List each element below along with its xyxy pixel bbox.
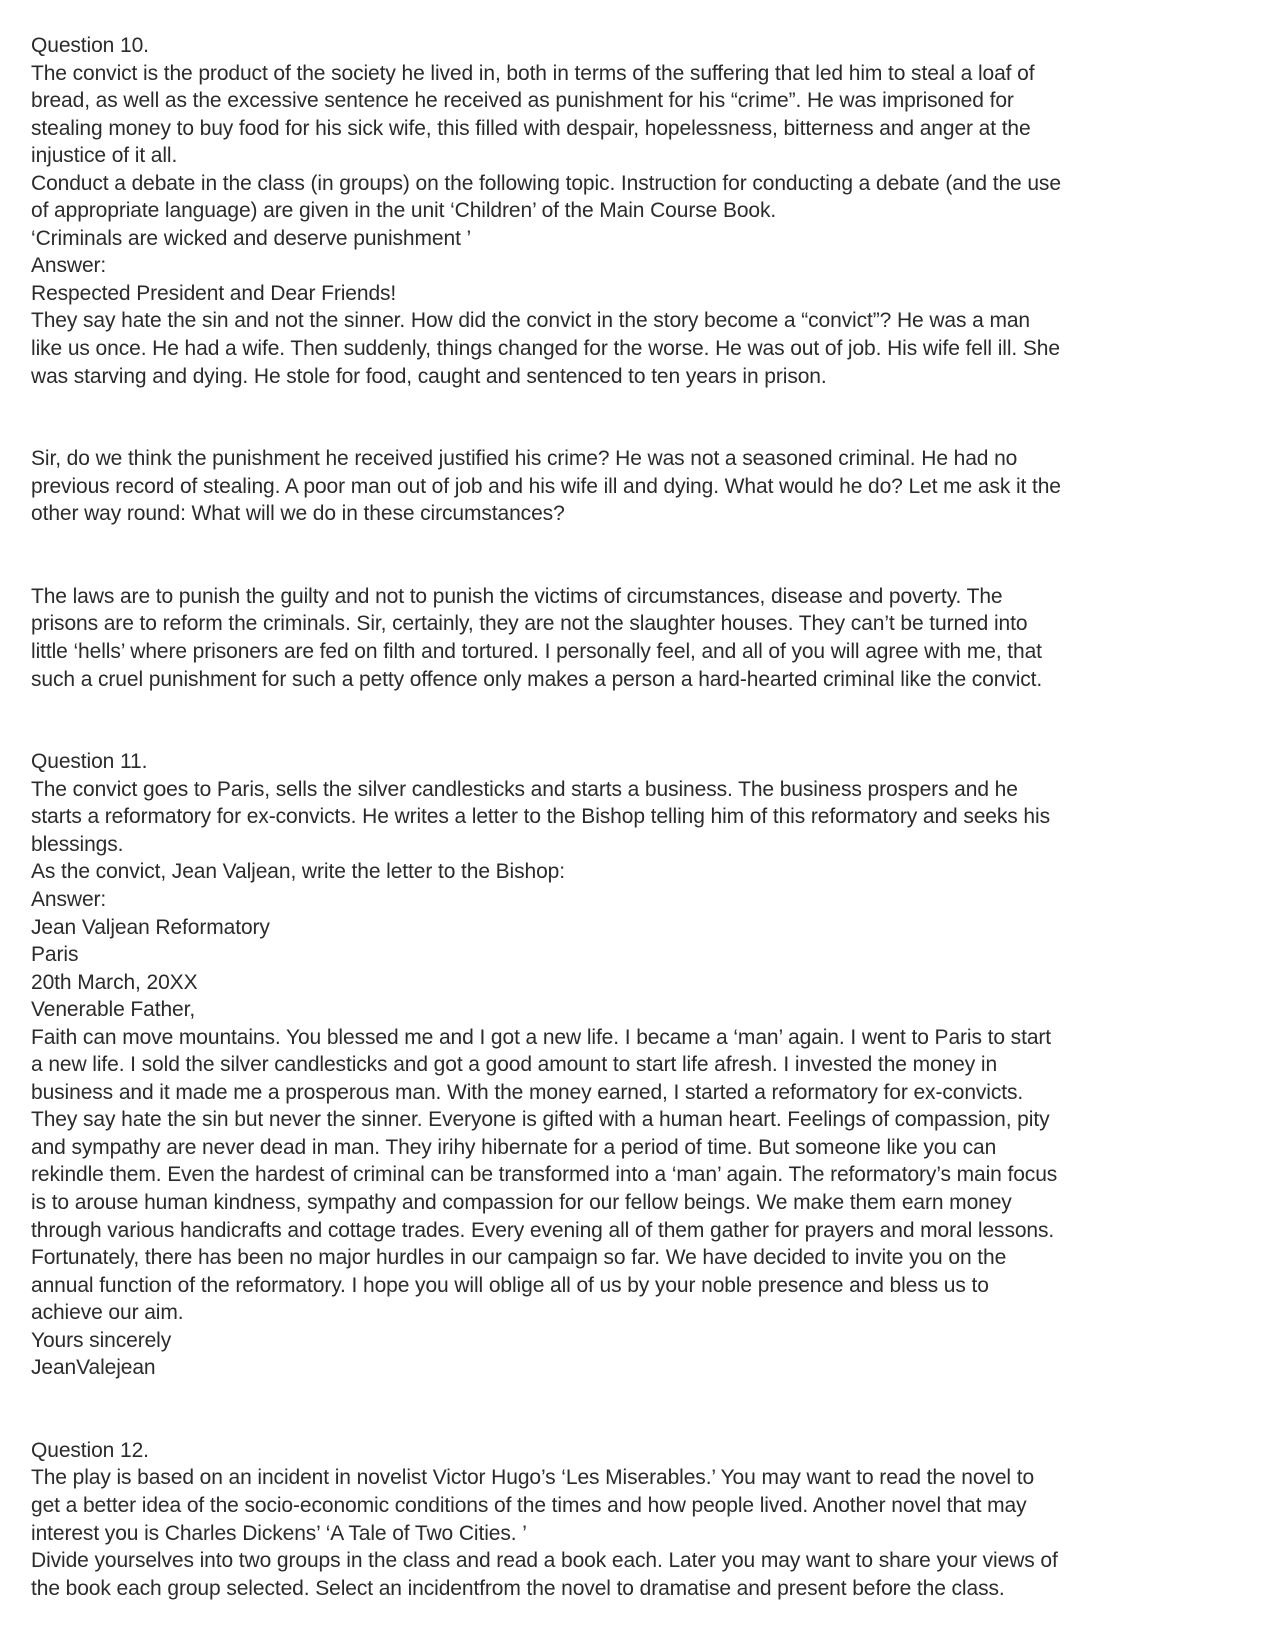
text-line: Divide yourselves into two groups in the class and read a book each. Later you may want to share your views of bbox=[31, 1549, 1058, 1573]
text-line: 20th March, 20XX bbox=[31, 970, 198, 994]
text-line: Jean Valjean Reformatory bbox=[31, 915, 270, 939]
text-line: Respected President and Dear Friends! bbox=[31, 281, 397, 305]
text-line: They say hate the sin and not the sinner. How did the convict in the story become a “convict”? He was a man bbox=[31, 309, 1030, 333]
text-line: previous record of stealing. A poor man out of job and his wife ill and dying. What would he do? Let me ask it the bbox=[31, 474, 1061, 498]
text-line: Question 10. bbox=[31, 34, 149, 57]
text-line: business and it made me a prosperous man. With the money earned, I started a reformatory for ex-convicts. bbox=[31, 1080, 1024, 1104]
text-line: bread, as well as the excessive sentence he received as punishment for his “crime”. He was imprisoned for bbox=[31, 89, 1014, 113]
text-line: As the convict, Jean Valjean, write the letter to the Bishop: bbox=[31, 860, 565, 884]
text-line: the book each group selected. Select an incidentfrom the novel to dramatise and present before the class. bbox=[31, 1576, 1005, 1600]
text-line: Fortunately, there has been no major hurdles in our campaign so far. We have decided to invite you on the bbox=[31, 1246, 1007, 1270]
text-line: achieve our aim. bbox=[31, 1301, 184, 1325]
text-line: Paris bbox=[31, 943, 79, 967]
text-line: is to arouse human kindness, sympathy and compassion for our fellow beings. We make them earn money bbox=[31, 1190, 1012, 1214]
text-line: Answer: bbox=[31, 254, 107, 278]
text-line: Question 12. bbox=[31, 1438, 149, 1462]
blank-line bbox=[31, 693, 1251, 721]
text-line: starts a reformatory for ex-convicts. He writes a letter to the Bishop telling him of this reformatory and seeks his bbox=[31, 805, 1050, 829]
blank-line bbox=[31, 528, 1251, 556]
text-line: Question 11. bbox=[31, 750, 148, 774]
text-line: The laws are to punish the guilty and not to punish the victims of circumstances, disease and poverty. The bbox=[31, 584, 1003, 608]
blank-line bbox=[31, 390, 1251, 418]
text-line: get a better idea of the socio-economic conditions of the times and how people lived. Another novel that may bbox=[31, 1493, 1027, 1517]
text-line: rekindle them. Even the hardest of criminal can be transformed into a ‘man’ again. The reformatory’s main focus bbox=[31, 1163, 1058, 1187]
text-line: prisons are to reform the criminals. Sir, certainly, they are not the slaughter houses. They can’t be turned into bbox=[31, 612, 1028, 636]
text-line: Sir, do we think the punishment he received justified his crime? He was not a seasoned criminal. He had no bbox=[31, 447, 1018, 471]
text-line: The convict is the product of the society he lived in, both in terms of the suffering that led him to steal a loaf of bbox=[31, 61, 1035, 85]
text-line: annual function of the reformatory. I hope you will oblige all of us by your noble presence and bless us to bbox=[31, 1273, 989, 1297]
blank-line bbox=[31, 418, 1251, 446]
blank-line bbox=[31, 1409, 1251, 1437]
text-line: Faith can move mountains. You blessed me and I got a new life. I became a ‘man’ again. I went to Paris to start bbox=[31, 1025, 1052, 1049]
text-line: of appropriate language) are given in the unit ‘Children’ of the Main Course Book. bbox=[31, 199, 777, 223]
text-line: other way round: What will we do in these circumstances? bbox=[31, 502, 565, 526]
text-line: little ‘hells’ where prisoners are fed on filth and tortured. I personally feel, and all of you will agree with me, that bbox=[31, 640, 1042, 664]
blank-line bbox=[31, 1382, 1251, 1410]
blank-line bbox=[31, 555, 1251, 583]
text-line: Conduct a debate in the class (in groups) on the following topic. Instruction for conducting a debate (and the use bbox=[31, 171, 1061, 195]
text-line: ‘Criminals are wicked and deserve punishment ’ bbox=[31, 226, 472, 250]
text-line: Answer: bbox=[31, 887, 107, 911]
text-line: JeanValejean bbox=[31, 1356, 156, 1380]
blank-line bbox=[31, 721, 1251, 749]
text-line: was starving and dying. He stole for food, caught and sentenced to ten years in prison. bbox=[31, 364, 827, 388]
text-line: They say hate the sin but never the sinner. Everyone is gifted with a human heart. Feelings of compassion, pity bbox=[31, 1108, 1050, 1132]
text-line: blessings. bbox=[31, 832, 124, 856]
text-line: through various handicrafts and cottage trades. Every evening all of them gather for prayers and moral lessons. bbox=[31, 1218, 1055, 1242]
text-line: The convict goes to Paris, sells the silver candlesticks and starts a business. The business prospers and he bbox=[31, 777, 1018, 801]
text-line: such a cruel punishment for such a petty offence only makes a person a hard-hearted criminal like the convict. bbox=[31, 667, 1043, 691]
text-line: stealing money to buy food for his sick wife, this filled with despair, hopelessness, bitterness and anger at the bbox=[31, 116, 1031, 140]
text-line: a new life. I sold the silver candlesticks and got a good amount to start life afresh. I invested the money in bbox=[31, 1053, 998, 1077]
text-line: The play is based on an incident in novelist Victor Hugo’s ‘Les Miserables.’ You may want to read the novel to bbox=[31, 1466, 1035, 1490]
text-line: and sympathy are never dead in man. They irihy hibernate for a period of time. But someone like you can bbox=[31, 1135, 997, 1159]
text-line: injustice of it all. bbox=[31, 144, 178, 168]
text-line: Yours sincerely bbox=[31, 1328, 172, 1352]
document-text bbox=[31, 32, 1251, 1602]
text-line: like us once. He had a wife. Then suddenly, things changed for the worse. He was out of job. His wife fell ill. She bbox=[31, 337, 1060, 361]
text-line: interest you is Charles Dickens’ ‘A Tale of Two Cities. ’ bbox=[31, 1521, 527, 1545]
text-line: Venerable Father, bbox=[31, 998, 196, 1022]
